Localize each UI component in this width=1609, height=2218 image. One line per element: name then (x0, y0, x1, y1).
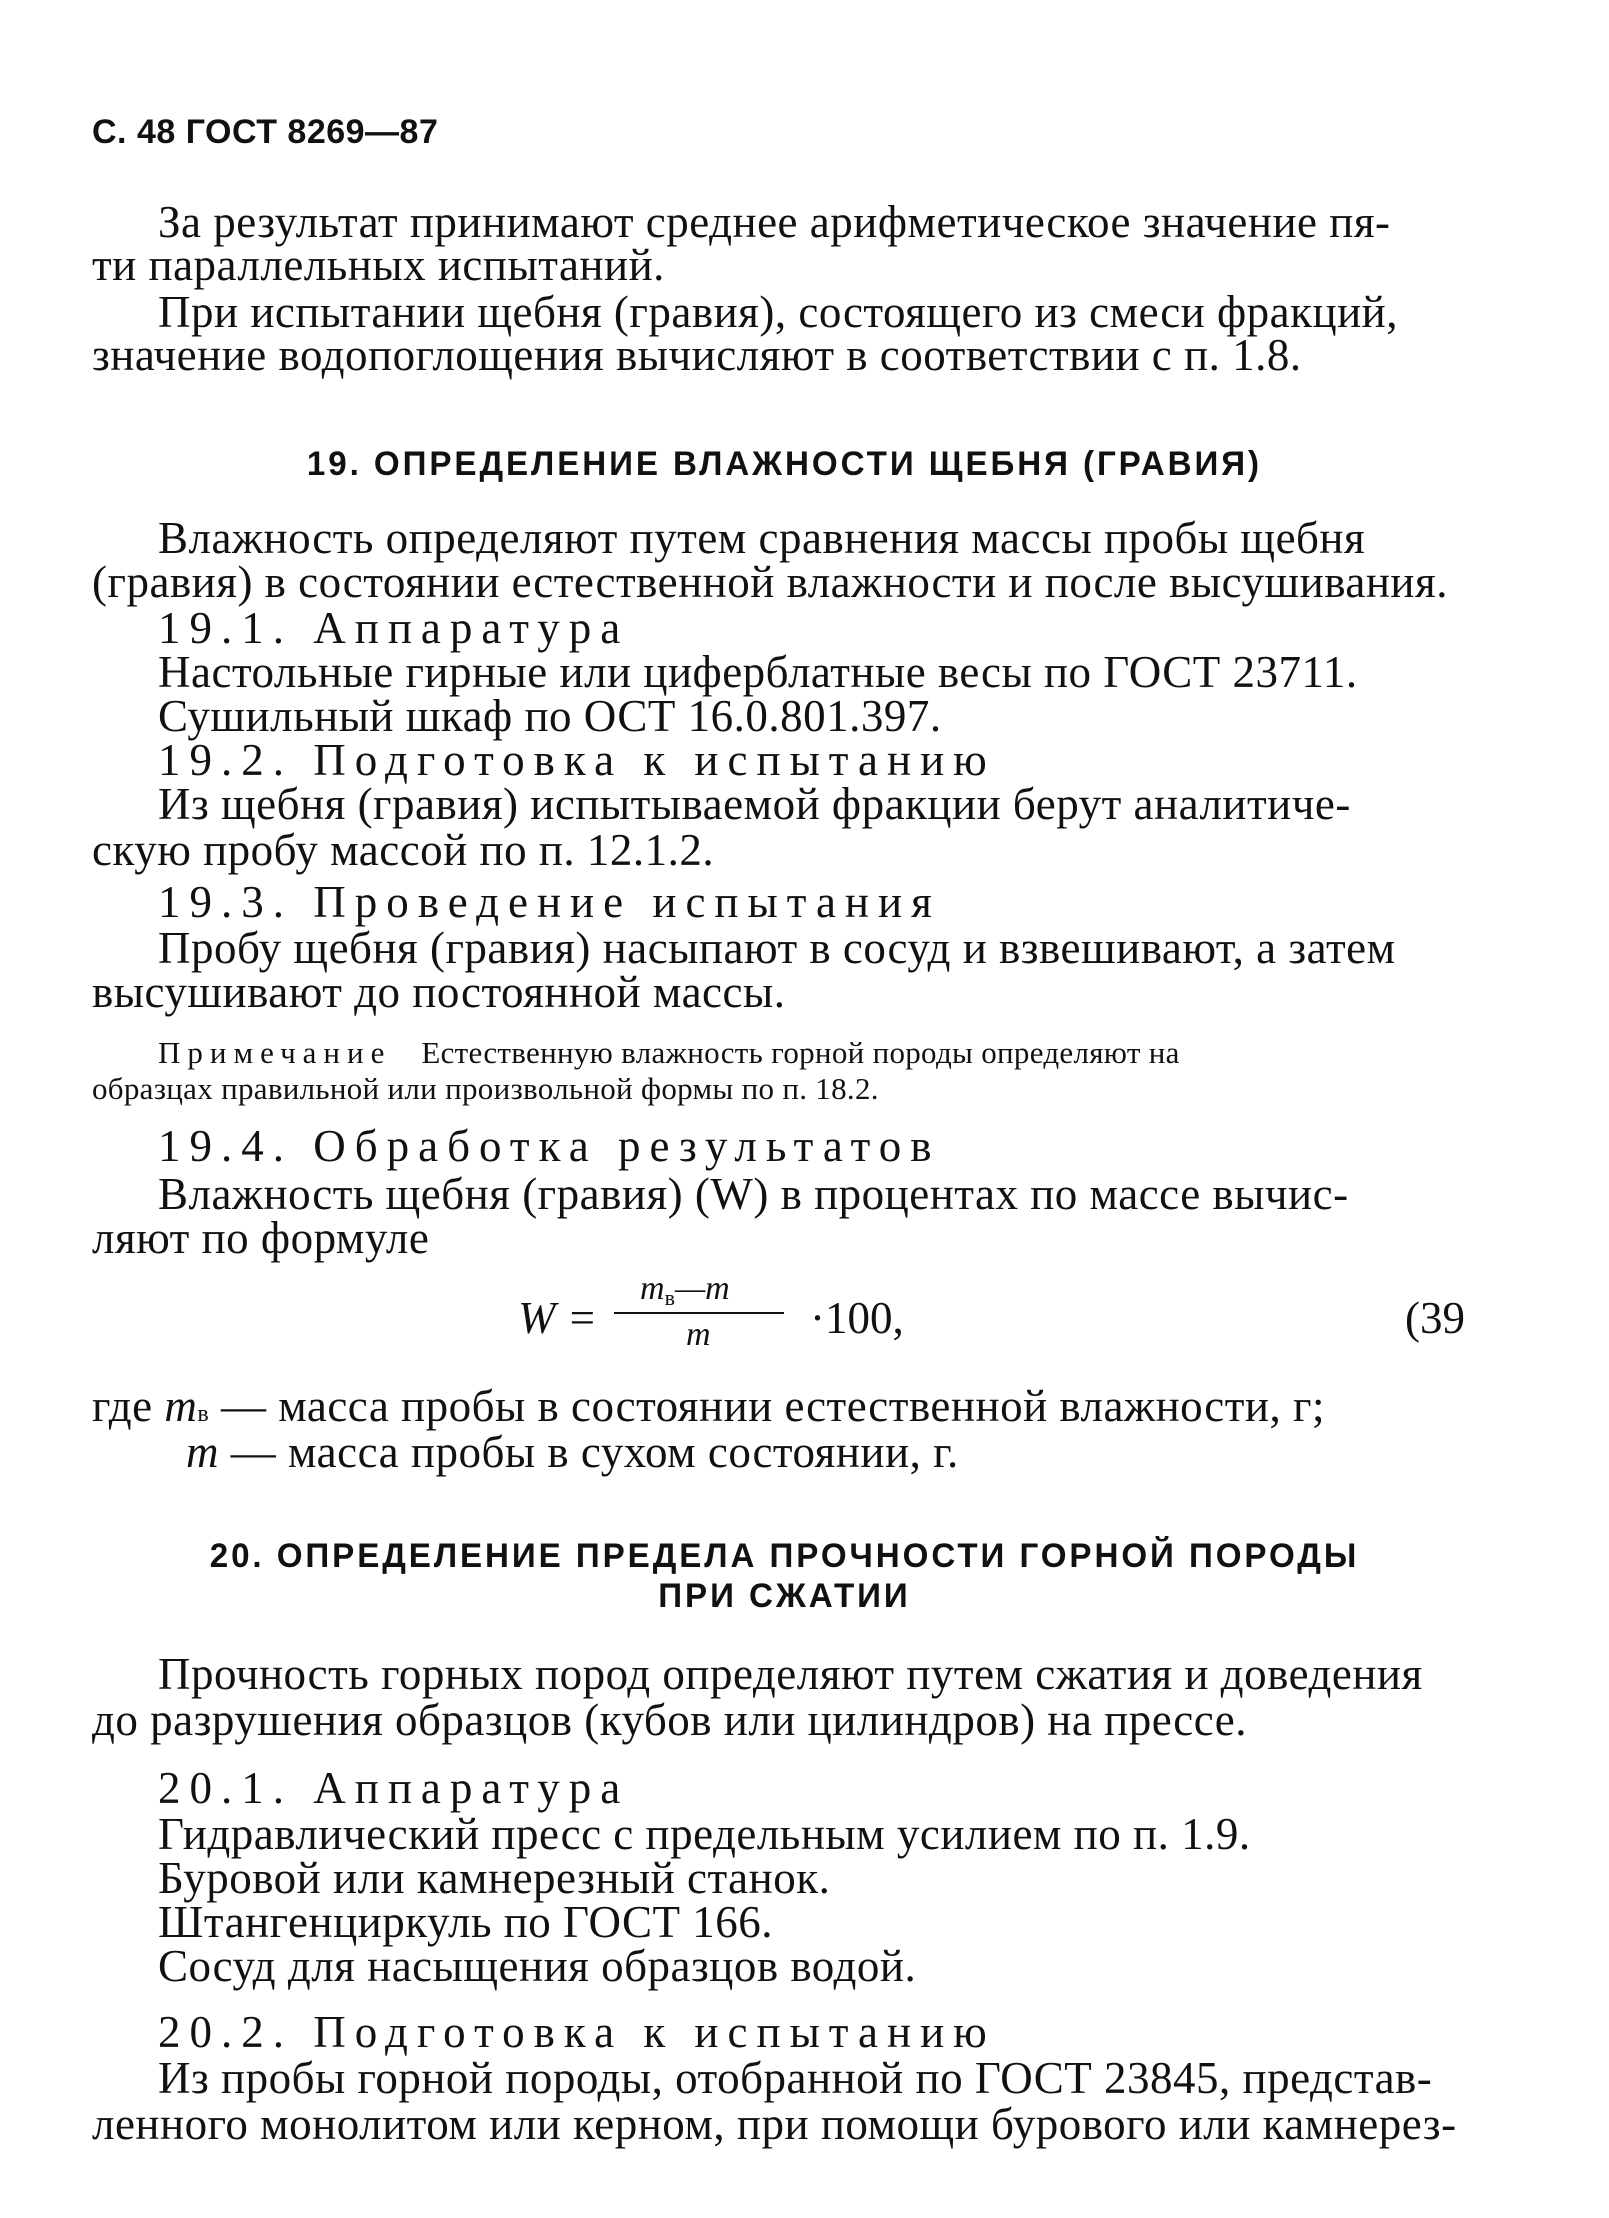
s19-3-title: 19.3. Проведение испытания (158, 877, 941, 927)
s20-1-line2: Буровой или камнерезный станок. (158, 1853, 831, 1903)
s20-2-line2: ленного монолитом или керном, при помощи бурового или камнерез- (92, 2099, 1457, 2149)
s20-1-title: 20.1. Аппаратура (158, 1763, 630, 1813)
section-19-heading: 19. ОПРЕДЕЛЕНИЕ ВЛАЖНОСТИ ЩЕБНЯ (ГРАВИЯ) (306, 445, 1263, 483)
s20-2-title: 20.2. Подготовка к испытанию (158, 2007, 996, 2057)
where-sym-mv-sub: в (197, 1401, 210, 1427)
formula-num-rest: —m (674, 1270, 730, 1307)
s19-2-title: 19.2. Подготовка к испытанию (158, 735, 996, 785)
note-line1 (158, 1034, 1180, 1072)
formula-multiplier: ·100, (810, 1293, 904, 1343)
s19-4-line1: Влажность щебня (гравия) (W) в процентах по массе вычис- (158, 1169, 1349, 1219)
formula-lhs: W = (518, 1293, 598, 1343)
note-line2: образцах правильной или произвольной формы по п. 18.2. (92, 1071, 879, 1106)
s19-4-line2: ляют по формуле (92, 1213, 430, 1263)
s19-2-line1: Из щебня (гравия) испытываемой фракции берут аналитиче- (158, 779, 1351, 829)
formula-num-sub: в (664, 1285, 675, 1310)
formula-denominator: m (686, 1316, 711, 1353)
formula-39 (0, 1270, 1609, 1360)
s19-intro-line2: (гравия) в состоянии естественной влажности и после высушивания. (92, 557, 1448, 607)
intro-p2-line2: значение водопоглощения вычисляют в соответствии с п. 1.8. (92, 330, 1302, 380)
formula-num-m: m (640, 1270, 665, 1307)
intro-p1-line1: За результат принимают среднее арифметическое значение пя- (158, 197, 1391, 247)
intro-p2-line1: При испытании щебня (гравия), состоящего из смеси фракций, (158, 287, 1399, 337)
where-sym-mv: m (164, 1381, 198, 1431)
section-20-heading-line1: 20. ОПРЕДЕЛЕНИЕ ПРЕДЕЛА ПРОЧНОСТИ ГОРНОЙ ПОРОДЫ (209, 1537, 1360, 1575)
note-text-1: Естественную влажность горной породы определяют на (421, 1035, 1180, 1070)
s19-1-line1: Настольные гирные или циферблатные весы по ГОСТ 23711. (158, 647, 1358, 697)
s20-1-line3: Штангенциркуль по ГОСТ 166. (158, 1897, 774, 1947)
s19-1-title: 19.1. Аппаратура (158, 603, 630, 653)
equation-number: (39 (1405, 1293, 1465, 1343)
s20-intro-line2: до разрушения образцов (кубов или цилиндров) на прессе. (92, 1695, 1248, 1745)
where-prefix: где (92, 1381, 153, 1431)
formula-numerator (640, 1270, 730, 1308)
note-label: Примечание (158, 1035, 392, 1070)
s19-2-line2: скую пробу массой по п. 12.1.2. (92, 825, 715, 875)
s20-1-line1: Гидравлический пресс с предельным усилием по п. 1.9. (158, 1809, 1251, 1859)
s19-3-line2: высушивают до постоянной массы. (92, 967, 786, 1017)
where-text-2: — масса пробы в сухом состоянии, г. (230, 1427, 959, 1477)
where-line2 (186, 1426, 959, 1478)
s20-2-line1: Из пробы горной породы, отобранной по ГОСТ 23845, представ- (158, 2053, 1433, 2103)
s20-intro-line1: Прочность горных пород определяют путем сжатия и доведения (158, 1649, 1423, 1699)
intro-p1-line2: ти параллельных испытаний. (92, 240, 665, 290)
where-text-1: — масса пробы в состоянии естественной влажности, г; (220, 1381, 1325, 1431)
s19-4-title: 19.4. Обработка результатов (158, 1121, 941, 1171)
where-sym-m: m (186, 1427, 219, 1477)
s19-3-line1: Пробу щебня (гравия) насыпают в сосуд и взвешивают, а затем (158, 923, 1396, 973)
fraction-bar (614, 1312, 784, 1314)
section-20-heading-line2: ПРИ СЖАТИИ (658, 1577, 911, 1615)
s20-1-line4: Сосуд для насыщения образцов водой. (158, 1941, 917, 1991)
page-header: С. 48 ГОСТ 8269—87 (92, 113, 439, 151)
s19-1-line2: Сушильный шкаф по ОСТ 16.0.801.397. (158, 691, 942, 741)
s19-intro-line1: Влажность определяют путем сравнения массы пробы щебня (158, 513, 1366, 563)
